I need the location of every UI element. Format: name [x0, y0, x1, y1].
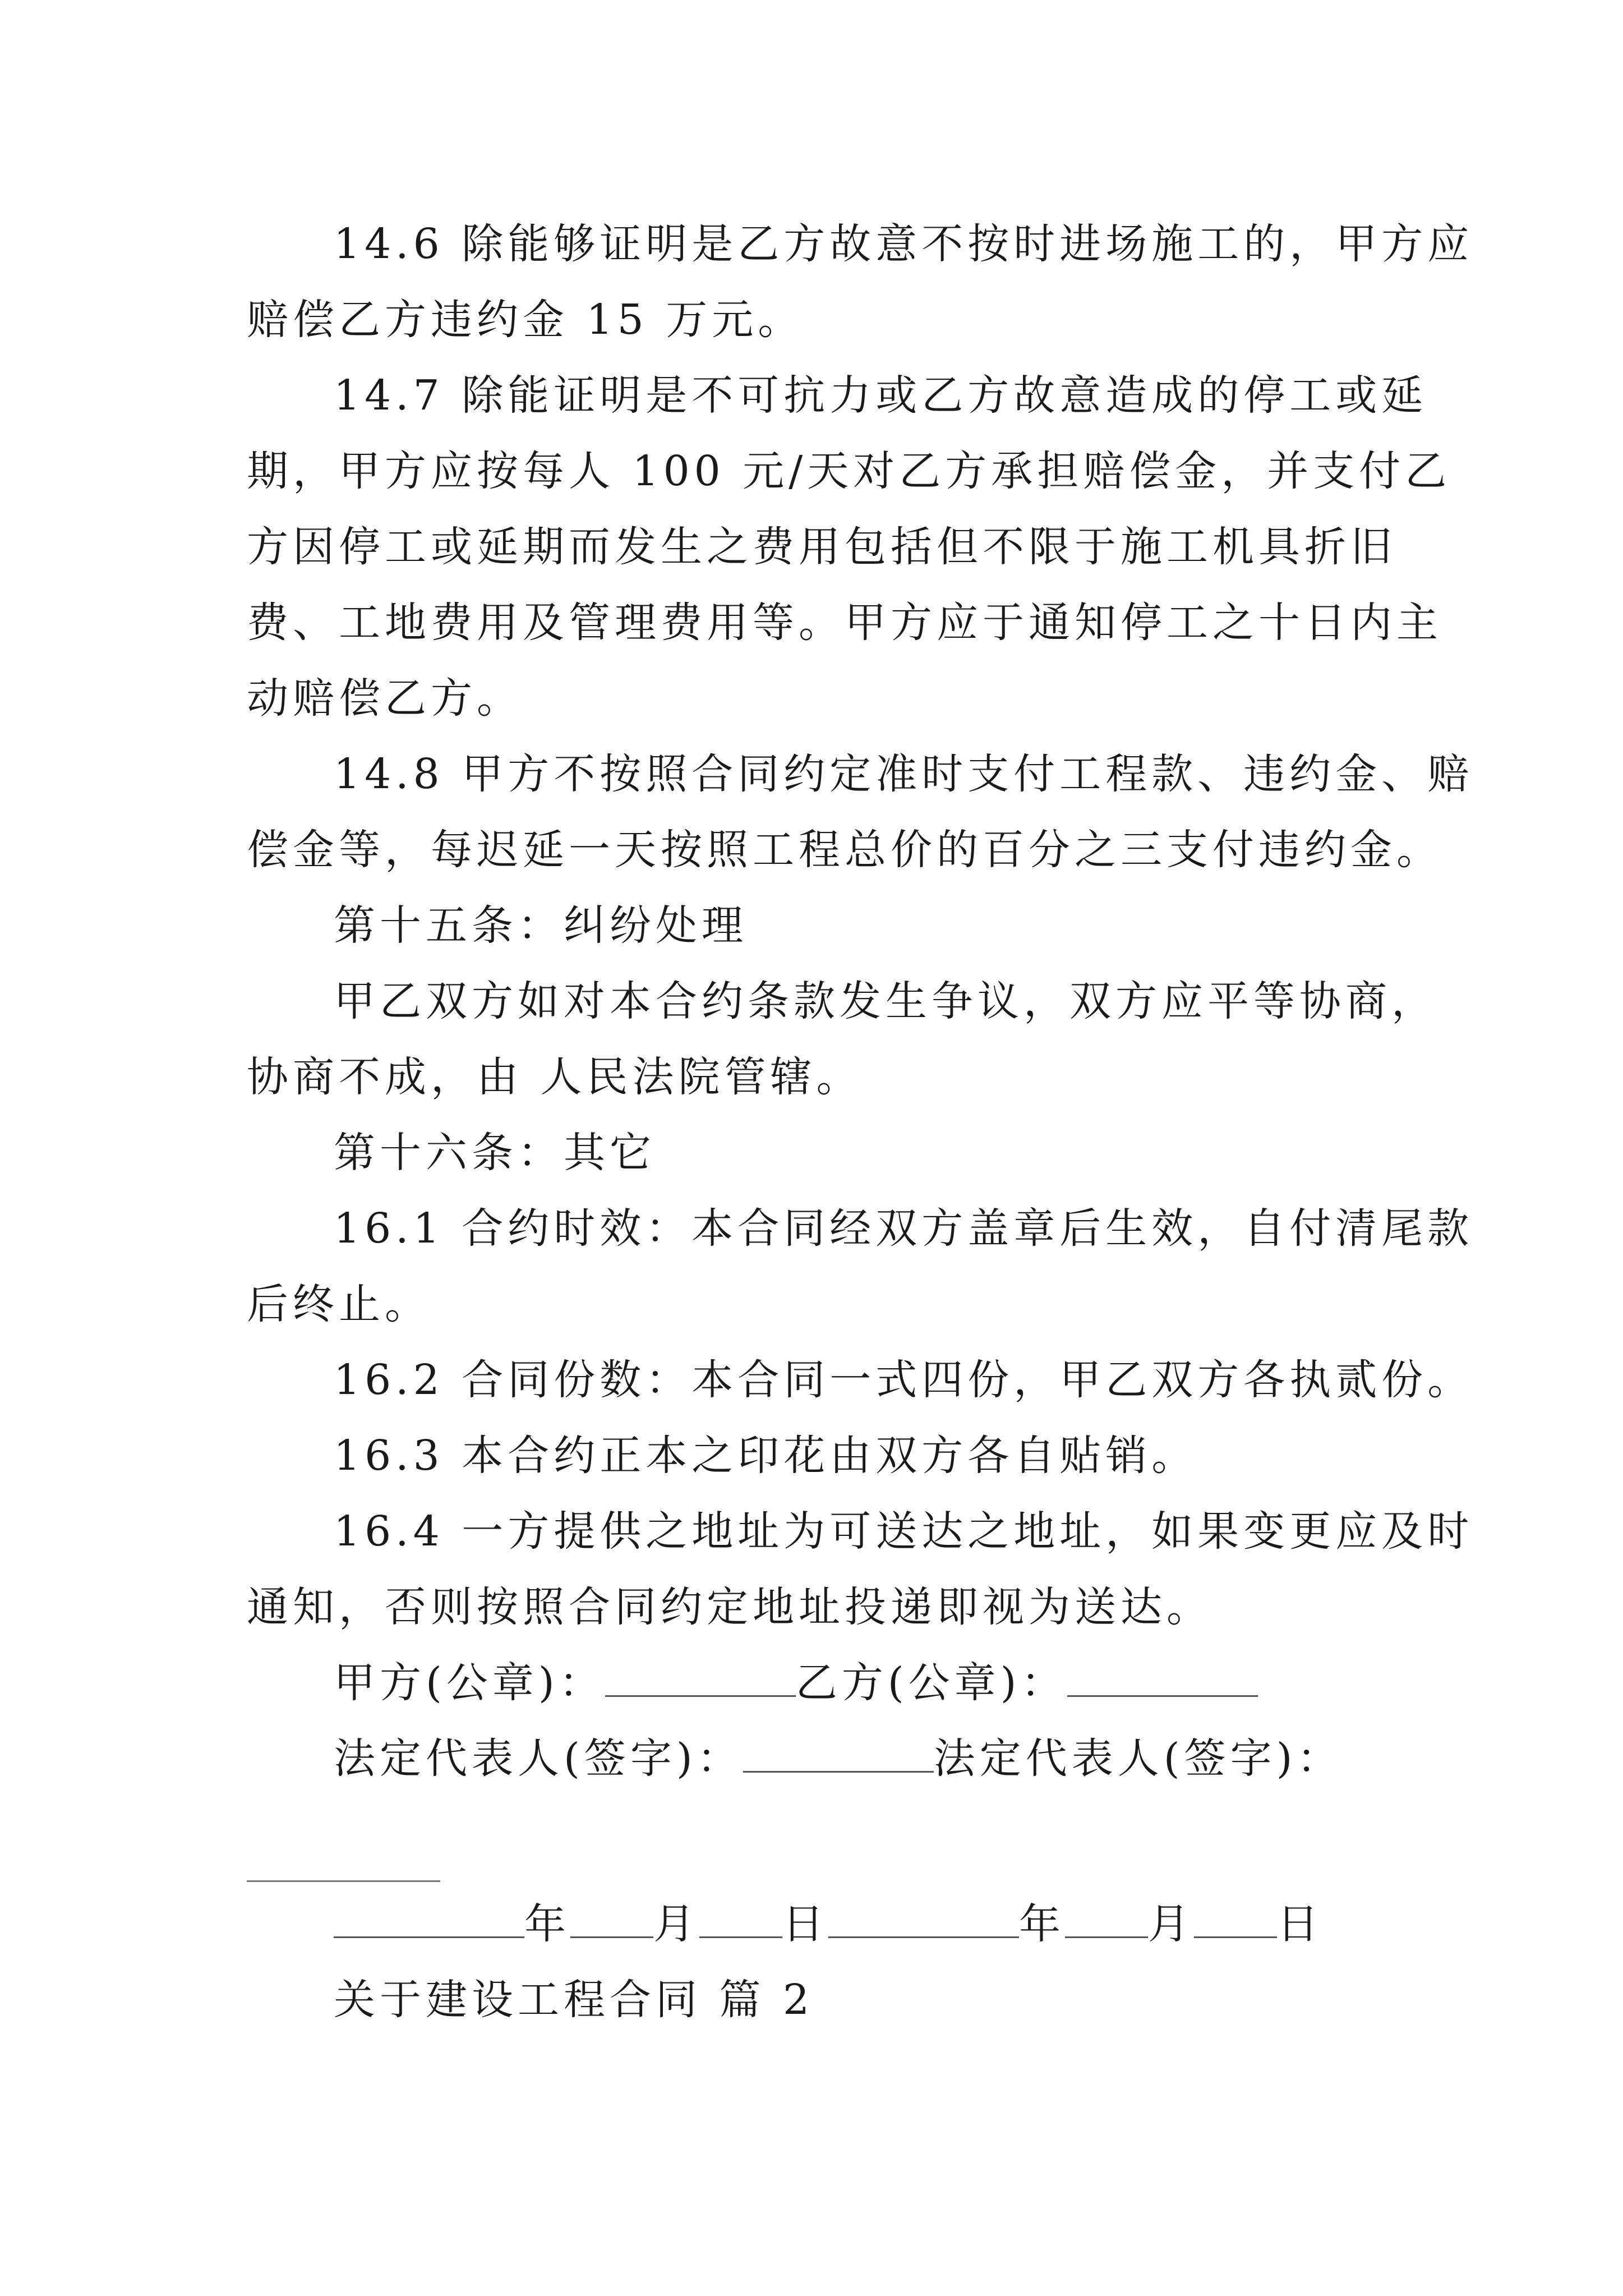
- party-a-seal-blank: [605, 1660, 796, 1697]
- month-b-label: 月: [1148, 1900, 1194, 1948]
- clause-16-4-line-1: 16.4 一方提供之地址为可送达之地址，如果变更应及时: [334, 1507, 1474, 1556]
- month-a-label: 月: [653, 1900, 699, 1948]
- year-b-label: 年: [1019, 1900, 1065, 1948]
- seal-row: [334, 1655, 1258, 1711]
- legal-rep-a-label: 法定代表人(签字)：: [334, 1734, 743, 1783]
- clause-16-1-line-2: 后终止。: [247, 1280, 431, 1328]
- day-a-label: 日: [782, 1900, 828, 1948]
- legal-rep-b-label: 法定代表人(签字)：: [933, 1734, 1343, 1783]
- clause-16-2-line: 16.2 合同份数：本合同一式四份，甲乙双方各执贰份。: [334, 1356, 1474, 1404]
- article-16-heading: 第十六条：其它: [334, 1129, 656, 1177]
- clause-14-7-line-1: 14.7 除能证明是不可抗力或乙方故意造成的停工或延: [334, 371, 1428, 420]
- article-15-heading: 第十五条：纠纷处理: [334, 901, 748, 950]
- clause-16-3-line: 16.3 本合约正本之印花由双方各自贴销。: [334, 1432, 1198, 1480]
- clause-14-7-line-2: 期，甲方应按每人 100 元/天对乙方承担赔偿金，并支付乙: [247, 447, 1451, 495]
- clause-14-7-line-3: 方因停工或延期而发生之费用包括但不限于施工机具折旧: [247, 523, 1396, 571]
- day-b-blank: [1194, 1902, 1277, 1938]
- year-a-label: 年: [524, 1900, 570, 1948]
- legal-rep-b-blank: [247, 1880, 440, 1882]
- date-row: [334, 1896, 1323, 1952]
- legal-rep-row: [334, 1731, 1343, 1787]
- year-a-blank: [334, 1902, 524, 1938]
- party-b-seal-blank: [1067, 1660, 1258, 1697]
- party-b-seal-label: 乙方(公章)：: [795, 1659, 1067, 1707]
- clause-16-1-line-1: 16.1 合约时效：本合同经双方盖章后生效，自付清尾款: [334, 1204, 1474, 1253]
- clause-14-6-line-1: 14.6 除能够证明是乙方故意不按时进场施工的，甲方应: [334, 220, 1474, 268]
- clause-14-6-line-2: 赔偿乙方违约金 15 万元。: [247, 296, 804, 344]
- year-b-blank: [828, 1902, 1019, 1938]
- article-15-line-1: 甲乙双方如对本合约条款发生争议，双方应平等协商，: [334, 977, 1437, 1025]
- next-section-heading: 关于建设工程合同 篇 2: [334, 1976, 814, 2024]
- clause-14-8-line-2: 偿金等，每迟延一天按照工程总价的百分之三支付违约金。: [247, 826, 1442, 874]
- month-a-blank: [570, 1902, 653, 1938]
- clause-14-7-line-5: 动赔偿乙方。: [247, 674, 523, 723]
- day-a-blank: [699, 1902, 782, 1938]
- clause-14-7-line-4: 费、工地费用及管理费用等。甲方应于通知停工之十日内主: [247, 599, 1442, 647]
- legal-rep-a-blank: [743, 1736, 934, 1773]
- clause-14-8-line-1: 14.8 甲方不按照合同约定准时支付工程款、违约金、赔: [334, 750, 1474, 798]
- party-a-seal-label: 甲方(公章)：: [334, 1659, 605, 1707]
- day-b-label: 日: [1277, 1900, 1323, 1948]
- article-15-line-2: 协商不成，由 人民法院管辖。: [247, 1053, 863, 1101]
- month-b-blank: [1065, 1902, 1148, 1938]
- clause-16-4-line-2: 通知，否则按照合同约定地址投递即视为送达。: [247, 1583, 1212, 1631]
